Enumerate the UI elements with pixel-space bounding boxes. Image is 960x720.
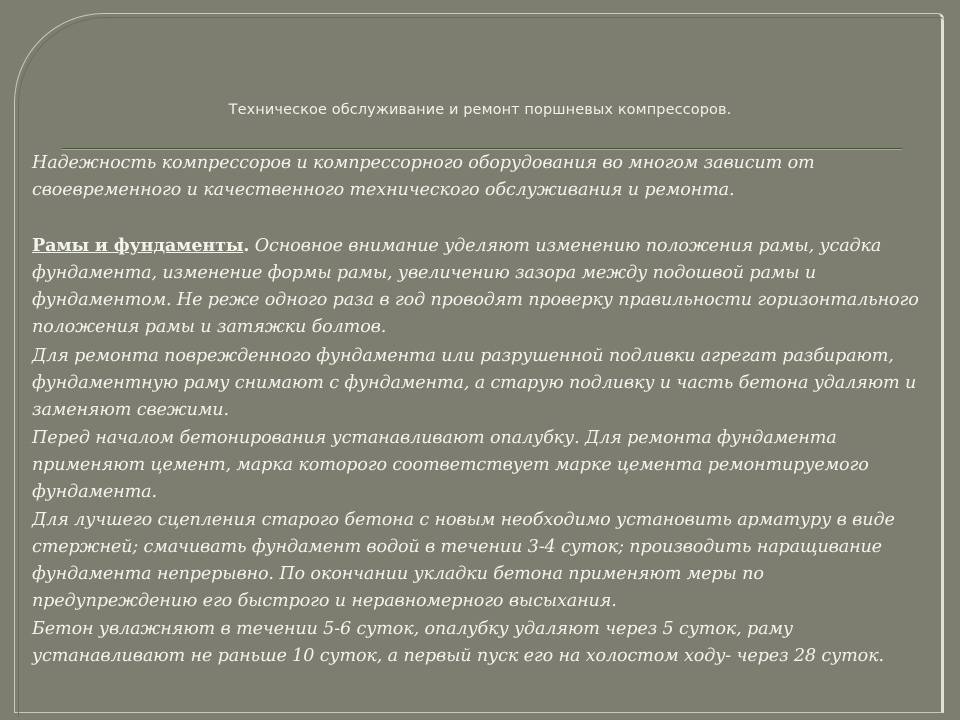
slide-title: Техническое обслуживание и ремонт поршневых компрессоров.	[228, 102, 732, 118]
section-text: Основное внимание уделяют изменению положения рамы, усадка фундамента, изменение формы рамы, увеличению зазора между подошвой рамы и фундаментом. Не реже одного раза в год проводят проверку правильности горизонтального положения рамы и затяжки болтов.	[32, 235, 919, 338]
body-paragraph-2: Перед началом бетонирования устанавливают опалубку. Для ремонта фундамента применяют цемент, марка которого соответствует марке цемента ремонтируемого фундамента.	[32, 427, 869, 503]
intro-paragraph: Надежность компрессоров и компрессорного оборудования во многом зависит от своевременного и качественного технического обслуживания и ремонта.	[32, 153, 815, 201]
section-heading: Рамы и фундаменты	[32, 234, 244, 256]
section-heading-dot: .	[243, 234, 250, 256]
last-paragraph-text: Бетон увлажняют в течении 5-6 суток, опалубку удаляют через 5 суток, раму устанавливают не раньше 10 суток, а первый пуск его на холостом ходу- через 28 суток.	[32, 618, 884, 667]
slide-body	[32, 150, 922, 671]
body-paragraph-4	[32, 616, 922, 672]
section-paragraph	[32, 232, 922, 343]
paragraph-gap	[32, 205, 922, 232]
body-paragraph-1: Для ремонта поврежденного фундамента или разрушенной подливки агрегат разбирают, фундаментную раму снимают с фундамента, а старую подливку и часть бетона удаляют и заменяют свежими.	[32, 345, 917, 421]
body-paragraph-3: Для лучшего сцепления старого бетона с новым необходимо установить арматуру в виде стержней; смачивать фундамент водой в течении 3-4 суток; производить наращивание фундамента непрерывно. По окончании укладки бетона применяют меры по предупреждению его быстрого и неравномерного высыхания.	[32, 509, 895, 612]
